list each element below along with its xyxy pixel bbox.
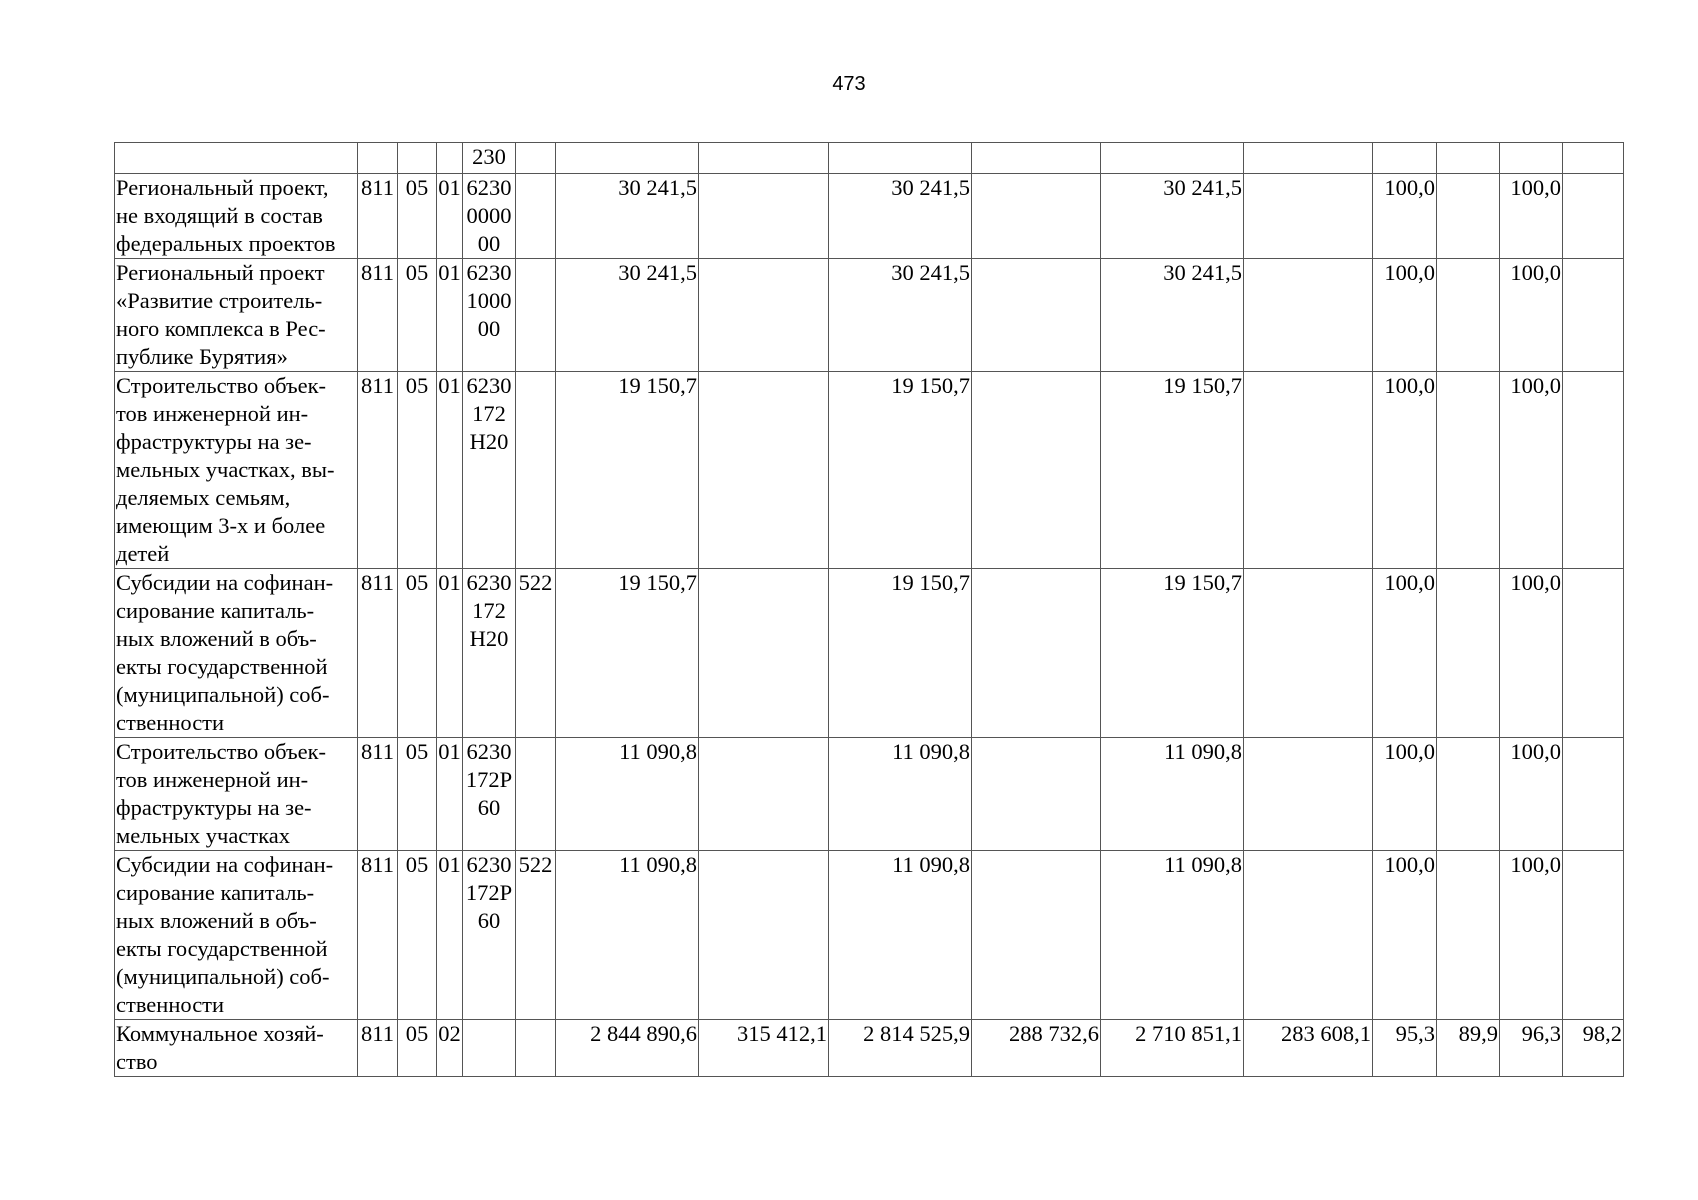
value-cell-4 xyxy=(972,738,1101,851)
value-cell-2 xyxy=(699,569,829,738)
value-cell-3: 30 241,5 xyxy=(829,259,972,372)
section-code-cell: 05 xyxy=(398,569,437,738)
subsection-code-cell: 02 xyxy=(437,1020,463,1077)
name-cell: Коммунальное хозяй- ство xyxy=(115,1020,358,1077)
percent-cell-2 xyxy=(1437,738,1500,851)
percent-cell-4 xyxy=(1563,372,1624,569)
section-code-cell: 05 xyxy=(398,174,437,259)
target-article-cell: 6230 0000 00 xyxy=(463,174,516,259)
grbs-code-cell: 811 xyxy=(358,1020,398,1077)
table-row xyxy=(115,1020,1624,1077)
percent-cell-1: 100,0 xyxy=(1373,372,1437,569)
expense-type-cell: 522 xyxy=(516,851,556,1020)
percent-cell-1: 100,0 xyxy=(1373,174,1437,259)
value-cell-5: 19 150,7 xyxy=(1101,372,1244,569)
value-cell-4 xyxy=(972,174,1101,259)
table-row xyxy=(115,372,1624,569)
percent-cell-4 xyxy=(1563,569,1624,738)
value-cell-2: 315 412,1 xyxy=(699,1020,829,1077)
name-cell xyxy=(115,143,358,174)
table-row xyxy=(115,738,1624,851)
percent-cell-4 xyxy=(1563,259,1624,372)
percent-cell-2: 89,9 xyxy=(1437,1020,1500,1077)
subsection-code-cell: 01 xyxy=(437,259,463,372)
value-cell-4 xyxy=(972,372,1101,569)
percent-cell-2 xyxy=(1437,569,1500,738)
percent-cell-1: 100,0 xyxy=(1373,738,1437,851)
percent-cell-1: 100,0 xyxy=(1373,259,1437,372)
value-cell-5: 11 090,8 xyxy=(1101,738,1244,851)
value-cell-5: 30 241,5 xyxy=(1101,259,1244,372)
percent-cell-3: 100,0 xyxy=(1500,174,1563,259)
value-cell-4 xyxy=(972,569,1101,738)
value-cell-4 xyxy=(972,851,1101,1020)
percent-cell-3: 100,0 xyxy=(1500,851,1563,1020)
target-article-cell: 6230 1000 00 xyxy=(463,259,516,372)
percent-cell-3 xyxy=(1500,143,1563,174)
percent-cell-2 xyxy=(1437,851,1500,1020)
grbs-code-cell: 811 xyxy=(358,851,398,1020)
subsection-code-cell: 01 xyxy=(437,569,463,738)
target-article-cell: 6230 172 Н20 xyxy=(463,569,516,738)
value-cell-1 xyxy=(556,143,699,174)
value-cell-6: 283 608,1 xyxy=(1244,1020,1373,1077)
percent-cell-4 xyxy=(1563,738,1624,851)
section-code-cell: 05 xyxy=(398,1020,437,1077)
page-number: 473 xyxy=(832,73,866,95)
section-code-cell xyxy=(398,143,437,174)
value-cell-3: 19 150,7 xyxy=(829,569,972,738)
percent-cell-4 xyxy=(1563,174,1624,259)
expense-type-cell xyxy=(516,174,556,259)
value-cell-6 xyxy=(1244,851,1373,1020)
percent-cell-1: 100,0 xyxy=(1373,569,1437,738)
expense-type-cell xyxy=(516,372,556,569)
value-cell-5: 11 090,8 xyxy=(1101,851,1244,1020)
percent-cell-1: 95,3 xyxy=(1373,1020,1437,1077)
percent-cell-3: 100,0 xyxy=(1500,259,1563,372)
value-cell-6 xyxy=(1244,372,1373,569)
section-code-cell: 05 xyxy=(398,372,437,569)
percent-cell-3: 100,0 xyxy=(1500,738,1563,851)
value-cell-5 xyxy=(1101,143,1244,174)
value-cell-3: 30 241,5 xyxy=(829,174,972,259)
table-row xyxy=(115,259,1624,372)
percent-cell-1: 100,0 xyxy=(1373,851,1437,1020)
percent-cell-3: 100,0 xyxy=(1500,372,1563,569)
percent-cell-4: 98,2 xyxy=(1563,1020,1624,1077)
value-cell-6 xyxy=(1244,143,1373,174)
value-cell-3: 11 090,8 xyxy=(829,851,972,1020)
subsection-code-cell xyxy=(437,143,463,174)
value-cell-2 xyxy=(699,738,829,851)
value-cell-1: 19 150,7 xyxy=(556,569,699,738)
value-cell-2 xyxy=(699,851,829,1020)
value-cell-5: 2 710 851,1 xyxy=(1101,1020,1244,1077)
target-article-cell: 230 xyxy=(463,143,516,174)
percent-cell-3: 100,0 xyxy=(1500,569,1563,738)
value-cell-5: 19 150,7 xyxy=(1101,569,1244,738)
grbs-code-cell: 811 xyxy=(358,569,398,738)
value-cell-1: 19 150,7 xyxy=(556,372,699,569)
value-cell-6 xyxy=(1244,738,1373,851)
value-cell-2 xyxy=(699,259,829,372)
budget-table xyxy=(114,142,1624,1077)
subsection-code-cell: 01 xyxy=(437,738,463,851)
value-cell-2 xyxy=(699,174,829,259)
percent-cell-2 xyxy=(1437,372,1500,569)
value-cell-2 xyxy=(699,143,829,174)
grbs-code-cell: 811 xyxy=(358,738,398,851)
target-article-cell: 6230 172 Н20 xyxy=(463,372,516,569)
percent-cell-2 xyxy=(1437,174,1500,259)
value-cell-1: 30 241,5 xyxy=(556,259,699,372)
percent-cell-2 xyxy=(1437,143,1500,174)
expense-type-cell xyxy=(516,259,556,372)
value-cell-4 xyxy=(972,143,1101,174)
expense-type-cell xyxy=(516,1020,556,1077)
table-row xyxy=(115,851,1624,1020)
target-article-cell: 6230 172Р 60 xyxy=(463,738,516,851)
grbs-code-cell: 811 xyxy=(358,372,398,569)
grbs-code-cell: 811 xyxy=(358,259,398,372)
percent-cell-1 xyxy=(1373,143,1437,174)
value-cell-3 xyxy=(829,143,972,174)
section-code-cell: 05 xyxy=(398,738,437,851)
table-row xyxy=(115,143,1624,174)
value-cell-6 xyxy=(1244,174,1373,259)
value-cell-1: 2 844 890,6 xyxy=(556,1020,699,1077)
percent-cell-3: 96,3 xyxy=(1500,1020,1563,1077)
value-cell-5: 30 241,5 xyxy=(1101,174,1244,259)
expense-type-cell: 522 xyxy=(516,569,556,738)
table-row xyxy=(115,569,1624,738)
expense-type-cell xyxy=(516,143,556,174)
value-cell-3: 11 090,8 xyxy=(829,738,972,851)
percent-cell-4 xyxy=(1563,143,1624,174)
subsection-code-cell: 01 xyxy=(437,372,463,569)
expense-type-cell xyxy=(516,738,556,851)
section-code-cell: 05 xyxy=(398,851,437,1020)
value-cell-6 xyxy=(1244,569,1373,738)
value-cell-1: 30 241,5 xyxy=(556,174,699,259)
subsection-code-cell: 01 xyxy=(437,851,463,1020)
value-cell-2 xyxy=(699,372,829,569)
target-article-cell xyxy=(463,1020,516,1077)
value-cell-4 xyxy=(972,259,1101,372)
value-cell-3: 2 814 525,9 xyxy=(829,1020,972,1077)
percent-cell-4 xyxy=(1563,851,1624,1020)
grbs-code-cell: 811 xyxy=(358,174,398,259)
value-cell-6 xyxy=(1244,259,1373,372)
value-cell-4: 288 732,6 xyxy=(972,1020,1101,1077)
table-row xyxy=(115,174,1624,259)
name-cell: Региональный проект «Развитие строитель- ного комплекса в Рес- публике Бурятия» xyxy=(115,259,358,372)
value-cell-3: 19 150,7 xyxy=(829,372,972,569)
name-cell: Субсидии на софинан- сирование капиталь- ных вложений в объ- екты государственной (муниципальной) соб- ственности xyxy=(115,569,358,738)
value-cell-1: 11 090,8 xyxy=(556,851,699,1020)
table-body xyxy=(115,143,1624,1077)
target-article-cell: 6230 172Р 60 xyxy=(463,851,516,1020)
name-cell: Строительство объек- тов инженерной ин- фраструктуры на зе- мельных участках, вы- деляемых семьям, имеющим 3-х и более детей xyxy=(115,372,358,569)
section-code-cell: 05 xyxy=(398,259,437,372)
percent-cell-2 xyxy=(1437,259,1500,372)
grbs-code-cell xyxy=(358,143,398,174)
subsection-code-cell: 01 xyxy=(437,174,463,259)
name-cell: Субсидии на софинан- сирование капиталь- ных вложений в объ- екты государственной (муниципальной) соб- ственности xyxy=(115,851,358,1020)
name-cell: Строительство объек- тов инженерной ин- фраструктуры на зе- мельных участках xyxy=(115,738,358,851)
value-cell-1: 11 090,8 xyxy=(556,738,699,851)
name-cell: Региональный проект, не входящий в состав федеральных проектов xyxy=(115,174,358,259)
